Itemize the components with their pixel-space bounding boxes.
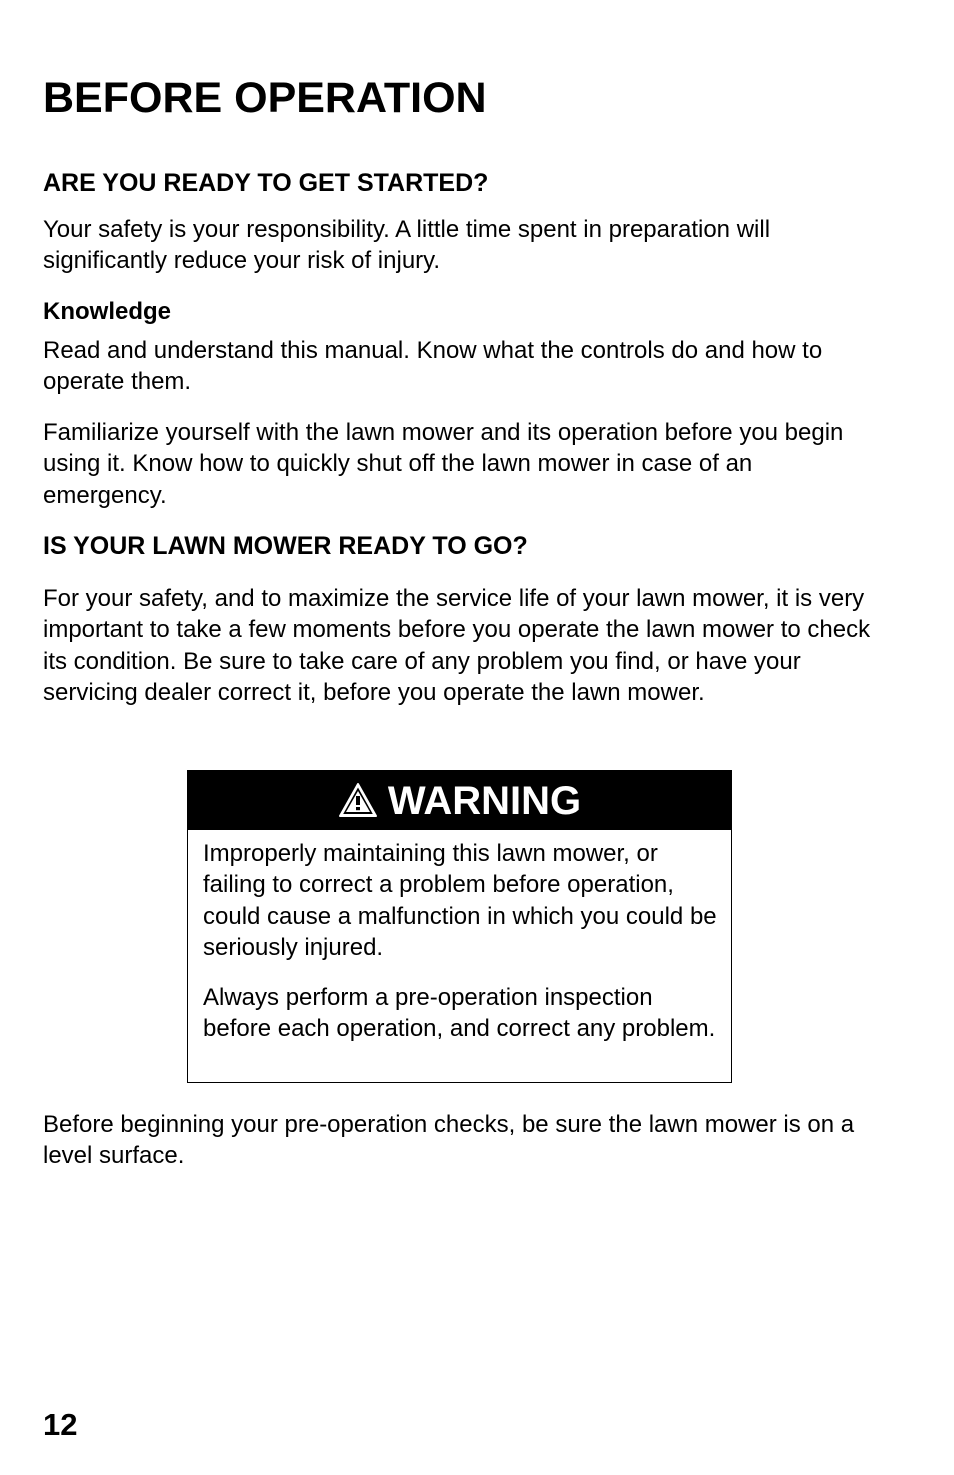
warning-label: WARNING <box>387 778 582 823</box>
warning-box <box>187 770 732 1083</box>
intro-paragraph: Your safety is your responsibility. A little time spent in preparation will significantly reduce your risk of injury. <box>43 216 771 275</box>
knowledge-paragraph-2: Familiarize yourself with the lawn mower and its operation before you begin using it. Know how to quickly shut off the lawn mower in case of an emergency. <box>43 419 844 509</box>
page-number: 12 <box>43 1407 78 1442</box>
knowledge-heading: Knowledge <box>43 298 172 325</box>
closing-paragraph: Before beginning your pre-operation checks, be sure the lawn mower is on a level surface. <box>43 1111 855 1170</box>
knowledge-paragraph-1: Read and understand this manual. Know what the controls do and how to operate them. <box>43 337 823 396</box>
section-heading-ready: ARE YOU READY TO GET STARTED? <box>43 169 489 197</box>
warning-triangle-icon <box>338 782 378 818</box>
warning-paragraph-1: Improperly maintaining this lawn mower, or failing to correct a problem before operation, could cause a malfunction in which you could be seriously injured. <box>203 840 717 961</box>
mower-check-paragraph: For your safety, and to maximize the service life of your lawn mower, it is very important to take a few moments before you operate the lawn mower to check its condition. Be sure to take care of any problem you find, or have your servicing dealer correct it, before you operate the lawn mower. <box>43 585 871 706</box>
warning-paragraph-2: Always perform a pre-operation inspection before each operation, and correct any problem. <box>203 984 716 1043</box>
section-heading-mower: IS YOUR LAWN MOWER READY TO GO? <box>43 532 528 560</box>
page-title: BEFORE OPERATION <box>43 74 487 122</box>
warning-header <box>188 771 731 830</box>
